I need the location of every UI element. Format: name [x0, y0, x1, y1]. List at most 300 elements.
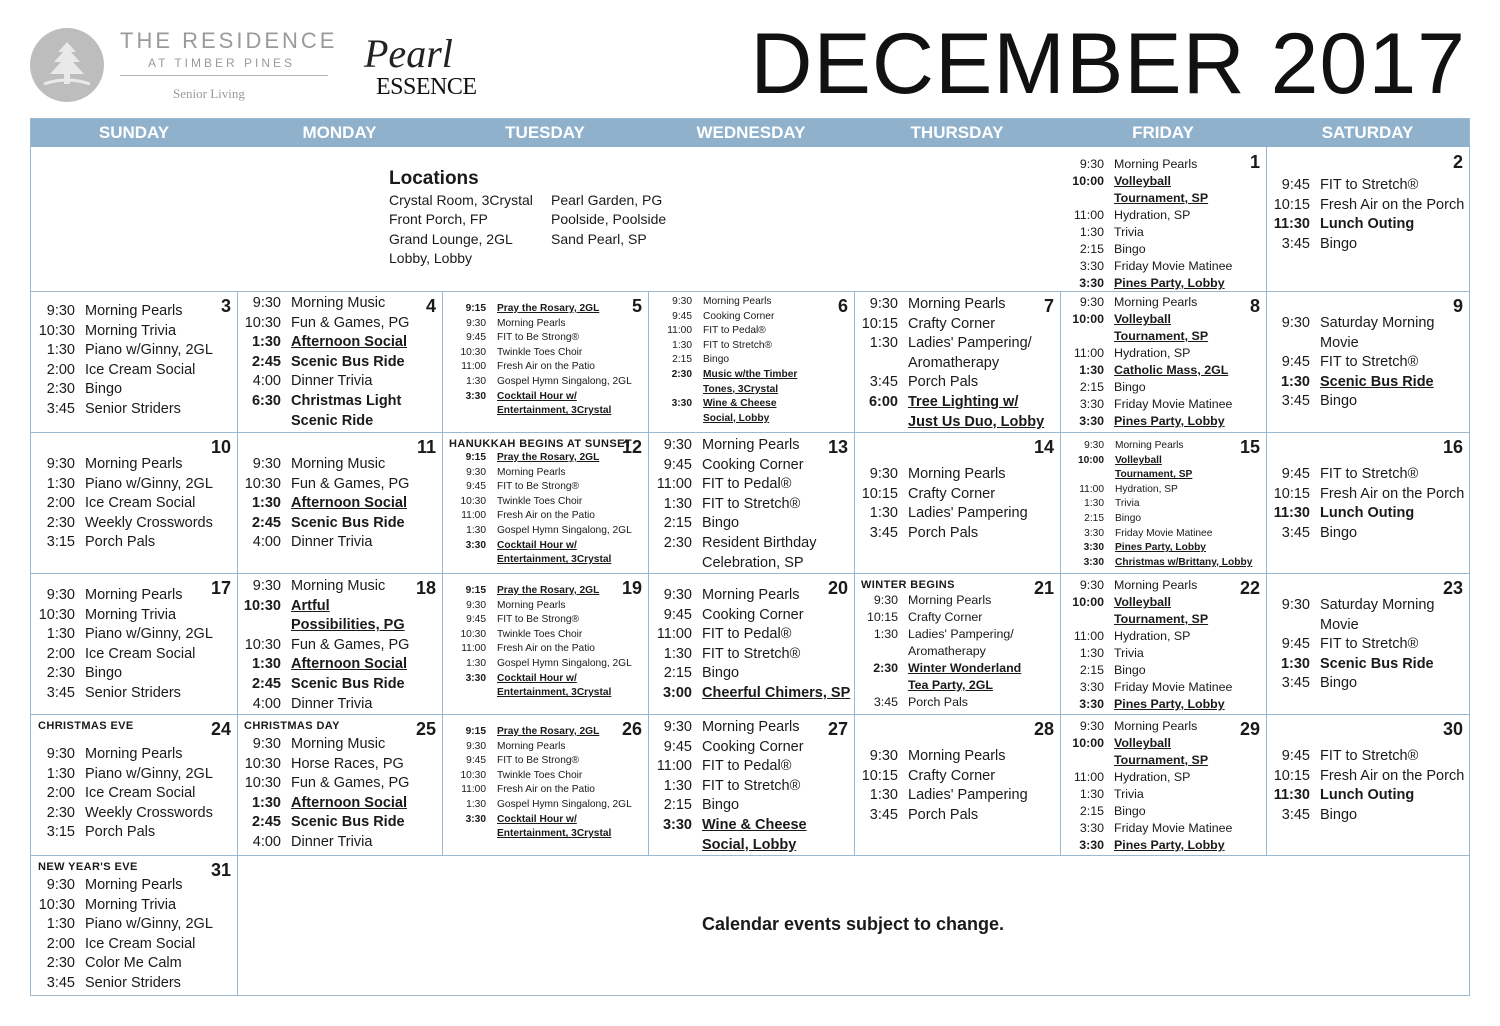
event-item[interactable]: [32, 475, 237, 495]
event-item[interactable]: [238, 333, 442, 353]
event-item[interactable]: [238, 514, 442, 534]
event-list: [238, 577, 442, 714]
event-item[interactable]: [238, 675, 442, 695]
event-item[interactable]: [649, 383, 854, 398]
event-item[interactable]: [1267, 674, 1469, 694]
day-cell-28[interactable]: [855, 715, 1060, 855]
event-item[interactable]: [649, 353, 854, 368]
event-item[interactable]: [238, 475, 442, 495]
day-cell-1[interactable]: [1061, 148, 1266, 291]
event-item[interactable]: [1267, 196, 1469, 216]
event-item[interactable]: [1061, 258, 1266, 275]
event-item[interactable]: [1061, 483, 1266, 498]
event-item[interactable]: [443, 480, 648, 495]
event-item[interactable]: [1267, 596, 1469, 616]
event-time: 10:15: [1273, 767, 1310, 784]
event-time: 10:30: [460, 628, 486, 640]
day-cell-21[interactable]: [855, 574, 1060, 714]
event-item[interactable]: [855, 694, 1060, 711]
event-item[interactable]: [32, 606, 237, 626]
event-name: Gospel Hymn Singalong, 2GL: [497, 524, 632, 536]
event-item[interactable]: [443, 686, 648, 701]
day-cell-18[interactable]: [238, 574, 442, 714]
event-item[interactable]: [32, 586, 237, 606]
event-name: Dinner Trivia: [291, 695, 373, 712]
event-item[interactable]: [443, 672, 648, 687]
day-number: 10: [210, 437, 231, 457]
event-item[interactable]: [1061, 718, 1266, 735]
event-item[interactable]: [1061, 645, 1266, 662]
event-item[interactable]: [1267, 485, 1469, 505]
event-name: Music w/the Timber: [703, 368, 798, 380]
event-item[interactable]: [649, 586, 854, 606]
event-item[interactable]: [1267, 806, 1469, 826]
day-cell-8[interactable]: [1061, 292, 1266, 432]
event-item[interactable]: [32, 765, 237, 785]
event-time: 3:30: [1079, 838, 1104, 852]
event-item[interactable]: [649, 684, 854, 704]
event-item[interactable]: [238, 294, 442, 314]
event-time: [649, 836, 692, 855]
day-cell-9[interactable]: [1267, 292, 1469, 432]
event-item[interactable]: [855, 373, 1060, 393]
event-item[interactable]: [649, 606, 854, 626]
day-cell-4[interactable]: [238, 292, 442, 432]
event-item[interactable]: [855, 504, 1060, 524]
event-name: Crafty Corner: [908, 610, 983, 624]
event-name: Bingo: [702, 665, 740, 682]
event-item[interactable]: [443, 302, 648, 317]
event-item[interactable]: [1061, 628, 1266, 645]
event-item[interactable]: [238, 735, 442, 755]
event-item[interactable]: [649, 514, 854, 534]
day-cell-15[interactable]: [1061, 433, 1266, 573]
event-item[interactable]: [649, 324, 854, 339]
day-cell-24[interactable]: [32, 715, 237, 855]
event-item[interactable]: [1061, 594, 1266, 611]
event-name: Christmas Light: [291, 392, 402, 409]
day-cell-6[interactable]: [649, 292, 854, 432]
event-item[interactable]: [649, 645, 854, 665]
event-item[interactable]: [238, 455, 442, 475]
event-item[interactable]: [32, 302, 237, 322]
event-name: Fresh Air on the Patio: [497, 361, 595, 373]
day-number: 18: [415, 578, 436, 598]
event-item[interactable]: [443, 451, 648, 466]
event-item[interactable]: [1061, 156, 1266, 173]
event-item[interactable]: [443, 754, 648, 769]
event-item[interactable]: [32, 915, 237, 935]
event-item[interactable]: [1061, 512, 1266, 527]
event-item[interactable]: [1061, 611, 1266, 628]
event-item[interactable]: [855, 677, 1060, 694]
event-item[interactable]: [649, 534, 854, 554]
event-name: Celebration, SP: [702, 554, 804, 571]
event-item[interactable]: [443, 783, 648, 798]
event-item[interactable]: [649, 664, 854, 684]
event-item[interactable]: [649, 816, 854, 836]
event-item[interactable]: [1061, 556, 1266, 571]
event-item[interactable]: [1061, 173, 1266, 190]
event-item[interactable]: [1061, 769, 1266, 786]
event-item[interactable]: [443, 657, 648, 672]
event-time: 10:00: [1072, 736, 1104, 750]
event-item[interactable]: [1061, 439, 1266, 454]
day-cell-2[interactable]: [1267, 148, 1469, 291]
event-item[interactable]: [1267, 334, 1469, 354]
event-item[interactable]: [1267, 786, 1469, 806]
event-item[interactable]: [1061, 696, 1266, 713]
event-name: Pray the Rosary, 2GL: [497, 585, 600, 596]
event-item[interactable]: [1061, 752, 1266, 769]
calendar-note: Calendar events subject to change.: [701, 914, 1005, 934]
event-item[interactable]: [443, 404, 648, 419]
event-item[interactable]: [1267, 767, 1469, 787]
event-item[interactable]: [1061, 803, 1266, 820]
event-name: Morning Pearls: [1114, 157, 1198, 171]
residence-logo: [30, 28, 338, 108]
event-item[interactable]: [443, 331, 648, 346]
event-time: 2:45: [251, 353, 281, 370]
event-item[interactable]: [238, 412, 442, 432]
event-item[interactable]: [1061, 396, 1266, 413]
event-item[interactable]: [238, 372, 442, 392]
event-item[interactable]: [1267, 747, 1469, 767]
event-item[interactable]: [855, 485, 1060, 505]
event-name: Friday Movie Matinee: [1114, 259, 1233, 273]
event-item[interactable]: [1061, 577, 1266, 594]
event-item[interactable]: [855, 747, 1060, 767]
event-item[interactable]: [443, 553, 648, 568]
event-item[interactable]: [855, 609, 1060, 626]
event-item[interactable]: [1267, 635, 1469, 655]
event-item[interactable]: [238, 597, 442, 617]
event-item[interactable]: [1061, 413, 1266, 430]
event-item[interactable]: [32, 804, 237, 824]
event-time: 2:15: [663, 515, 692, 532]
event-name: Bingo: [1320, 806, 1358, 823]
event-item[interactable]: [238, 392, 442, 412]
event-item[interactable]: [443, 740, 648, 755]
event-item[interactable]: [443, 798, 648, 813]
event-item[interactable]: [1061, 311, 1266, 328]
event-item[interactable]: [238, 533, 442, 553]
event-item[interactable]: [1267, 314, 1469, 334]
event-item[interactable]: [32, 664, 237, 684]
day-cell-29[interactable]: [1061, 715, 1266, 855]
event-list: [32, 586, 237, 704]
event-item[interactable]: [855, 643, 1060, 660]
event-item[interactable]: [32, 625, 237, 645]
event-item[interactable]: [238, 314, 442, 334]
event-item[interactable]: [443, 317, 648, 332]
event-name: Tournament, SP: [1114, 753, 1209, 767]
event-name: Afternoon Social: [291, 334, 408, 351]
event-item[interactable]: [649, 368, 854, 383]
event-item[interactable]: [1267, 504, 1469, 524]
event-item[interactable]: [649, 495, 854, 515]
event-time: [238, 412, 281, 432]
event-name: Tree Lighting w/: [908, 393, 1019, 410]
event-item[interactable]: [649, 777, 854, 797]
event-item[interactable]: [32, 514, 237, 534]
event-item[interactable]: [32, 784, 237, 804]
event-item[interactable]: [1061, 497, 1266, 512]
event-item[interactable]: [1061, 207, 1266, 224]
event-item[interactable]: [649, 625, 854, 645]
event-item[interactable]: [1267, 235, 1469, 255]
event-name: FIT to Stretch®: [1320, 748, 1419, 764]
event-item[interactable]: [855, 315, 1060, 335]
event-name: Morning Pearls: [702, 437, 800, 453]
event-item[interactable]: [443, 375, 648, 390]
event-item[interactable]: [1061, 241, 1266, 258]
event-item[interactable]: [649, 554, 854, 573]
event-list: [1061, 718, 1266, 854]
day-cell-19[interactable]: [443, 574, 648, 714]
event-item[interactable]: [32, 533, 237, 553]
event-item[interactable]: [649, 836, 854, 855]
event-item[interactable]: [443, 466, 648, 481]
event-item[interactable]: [32, 684, 237, 704]
event-name: Morning Pearls: [497, 466, 566, 478]
event-item[interactable]: [1061, 328, 1266, 345]
event-item[interactable]: [1061, 662, 1266, 679]
event-item[interactable]: [649, 718, 854, 738]
event-name: Scenic Ride: [291, 412, 374, 429]
event-name: Pray the Rosary, 2GL: [497, 452, 600, 463]
event-item[interactable]: [443, 827, 648, 842]
holiday-banner: WINTER BEGINS: [861, 579, 955, 591]
day-cell-17[interactable]: [32, 574, 237, 714]
day-cell-30[interactable]: [1267, 715, 1469, 855]
event-time: 11:00: [667, 325, 692, 337]
event-item[interactable]: [1061, 527, 1266, 542]
event-time: 2:45: [251, 514, 281, 531]
event-item[interactable]: [1061, 820, 1266, 837]
event-item[interactable]: [443, 613, 648, 628]
event-item[interactable]: [238, 577, 442, 597]
day-cell-23[interactable]: [1267, 574, 1469, 714]
day-cell-13[interactable]: [649, 433, 854, 573]
event-item[interactable]: [1061, 786, 1266, 803]
event-item[interactable]: [1061, 294, 1266, 311]
event-time: [238, 616, 281, 636]
event-item[interactable]: [443, 725, 648, 740]
event-item[interactable]: [855, 660, 1060, 677]
event-item[interactable]: [32, 876, 237, 896]
event-item[interactable]: [649, 310, 854, 325]
event-item[interactable]: [855, 626, 1060, 643]
day-cell-22[interactable]: [1061, 574, 1266, 714]
event-item[interactable]: [238, 636, 442, 656]
event-item[interactable]: [649, 295, 854, 310]
event-item[interactable]: [32, 322, 237, 342]
event-item[interactable]: [443, 813, 648, 828]
event-item[interactable]: [855, 592, 1060, 609]
event-item[interactable]: [649, 412, 854, 427]
day-cell-16[interactable]: [1267, 433, 1469, 573]
event-item[interactable]: [1267, 176, 1469, 196]
event-item[interactable]: [32, 896, 237, 916]
event-name: Twinkle Toes Choir: [497, 346, 583, 358]
event-item[interactable]: [443, 539, 648, 554]
event-name: Social, Lobby: [703, 412, 770, 424]
event-item[interactable]: [1267, 353, 1469, 373]
event-time: 11:00: [1073, 629, 1104, 643]
event-item[interactable]: [1267, 524, 1469, 544]
event-item[interactable]: [855, 413, 1060, 432]
event-name: Lunch Outing: [1320, 505, 1415, 522]
event-item[interactable]: [1061, 345, 1266, 362]
day-cell-25[interactable]: [238, 715, 442, 855]
event-item[interactable]: [238, 755, 442, 775]
event-name: Trivia: [1114, 646, 1144, 660]
event-item[interactable]: [443, 346, 648, 361]
day-cell-10[interactable]: [32, 433, 237, 573]
event-item[interactable]: [443, 599, 648, 614]
event-item[interactable]: [649, 757, 854, 777]
event-time: 1:30: [1079, 646, 1104, 660]
event-item[interactable]: [32, 380, 237, 400]
event-time: 9:30: [869, 296, 898, 312]
event-item[interactable]: [1061, 679, 1266, 696]
event-item[interactable]: [32, 974, 237, 994]
event-item[interactable]: [32, 341, 237, 361]
event-item[interactable]: [238, 813, 442, 833]
event-name: Scenic Bus Ride: [291, 353, 405, 370]
event-item[interactable]: [855, 786, 1060, 806]
event-item[interactable]: [649, 475, 854, 495]
day-cell-26[interactable]: [443, 715, 648, 855]
event-time: 10:00: [1072, 595, 1104, 609]
event-item[interactable]: [1267, 373, 1469, 393]
event-item[interactable]: [1061, 224, 1266, 241]
event-item[interactable]: [443, 642, 648, 657]
day-cell-14[interactable]: [855, 433, 1060, 573]
event-item[interactable]: [32, 935, 237, 955]
event-item[interactable]: [1061, 735, 1266, 752]
event-time: 1:30: [251, 495, 281, 512]
event-item[interactable]: [649, 339, 854, 354]
event-item[interactable]: [32, 745, 237, 765]
event-name: Aromatherapy: [908, 644, 986, 658]
event-item[interactable]: [443, 524, 648, 539]
event-time: 2:15: [672, 354, 692, 366]
event-item[interactable]: [1061, 275, 1266, 291]
day-cell-3[interactable]: [32, 292, 237, 432]
event-item[interactable]: [1061, 454, 1266, 469]
event-item[interactable]: [1267, 655, 1469, 675]
event-time: 11:00: [461, 510, 486, 522]
event-item[interactable]: [855, 524, 1060, 544]
event-time: 9:30: [46, 746, 75, 762]
day-cell-5[interactable]: [443, 292, 648, 432]
event-item[interactable]: [238, 774, 442, 794]
event-item[interactable]: [32, 400, 237, 420]
event-item[interactable]: [1267, 465, 1469, 485]
event-item[interactable]: [1061, 468, 1266, 483]
event-item[interactable]: [443, 390, 648, 405]
event-item[interactable]: [443, 584, 648, 599]
day-cell-31[interactable]: [32, 856, 237, 995]
event-time: 3:30: [1079, 697, 1104, 711]
event-item[interactable]: [238, 794, 442, 814]
event-item[interactable]: [443, 769, 648, 784]
calendar-grid: [30, 118, 1470, 996]
event-item[interactable]: [1061, 541, 1266, 556]
event-item[interactable]: [649, 397, 854, 412]
event-item[interactable]: [238, 655, 442, 675]
event-time: [443, 404, 486, 419]
event-item[interactable]: [855, 806, 1060, 826]
event-time: 10:00: [1072, 174, 1104, 188]
event-item[interactable]: [1267, 392, 1469, 412]
day-cell-20[interactable]: [649, 574, 854, 714]
event-item[interactable]: [238, 494, 442, 514]
event-item[interactable]: [1061, 190, 1266, 207]
event-list: [1267, 176, 1469, 254]
event-item[interactable]: [855, 354, 1060, 374]
day-cell-11[interactable]: [238, 433, 442, 573]
event-item[interactable]: [1061, 362, 1266, 379]
event-item[interactable]: [1267, 616, 1469, 636]
event-item[interactable]: [238, 833, 442, 853]
event-item[interactable]: [443, 628, 648, 643]
event-item[interactable]: [855, 334, 1060, 354]
event-item[interactable]: [855, 295, 1060, 315]
event-name: Morning Pearls: [85, 877, 183, 893]
event-item[interactable]: [1267, 215, 1469, 235]
event-time: 9:30: [1079, 157, 1104, 171]
event-item[interactable]: [649, 738, 854, 758]
event-item[interactable]: [32, 361, 237, 381]
day-cell-7[interactable]: [855, 292, 1060, 432]
day-number: 20: [827, 578, 848, 598]
event-item[interactable]: [855, 465, 1060, 485]
event-item[interactable]: [32, 823, 237, 843]
day-cell-12[interactable]: [443, 433, 648, 573]
event-item[interactable]: [32, 494, 237, 514]
event-time: 10:30: [38, 322, 75, 339]
event-item[interactable]: [1061, 379, 1266, 396]
event-item[interactable]: [238, 695, 442, 714]
event-item[interactable]: [443, 360, 648, 375]
event-item[interactable]: [32, 645, 237, 665]
event-item[interactable]: [1061, 837, 1266, 854]
event-item[interactable]: [32, 954, 237, 974]
event-name: Morning Trivia: [85, 606, 177, 623]
event-name: Morning Pearls: [908, 593, 992, 607]
event-item[interactable]: [443, 509, 648, 524]
event-item[interactable]: [855, 393, 1060, 413]
event-item[interactable]: [443, 495, 648, 510]
day-number: 13: [827, 437, 848, 457]
event-name: Wine & Cheese: [702, 816, 807, 833]
event-item[interactable]: [32, 455, 237, 475]
event-time: 1:30: [46, 765, 75, 782]
event-item[interactable]: [238, 353, 442, 373]
event-item[interactable]: [649, 436, 854, 456]
day-cell-27[interactable]: [649, 715, 854, 855]
event-name: Gospel Hymn Singalong, 2GL: [497, 375, 632, 387]
event-item[interactable]: [855, 767, 1060, 787]
event-item[interactable]: [649, 796, 854, 816]
event-item[interactable]: [238, 616, 442, 636]
event-time: 9:30: [252, 295, 281, 311]
event-time: 9:45: [663, 738, 692, 755]
event-item[interactable]: [649, 456, 854, 476]
